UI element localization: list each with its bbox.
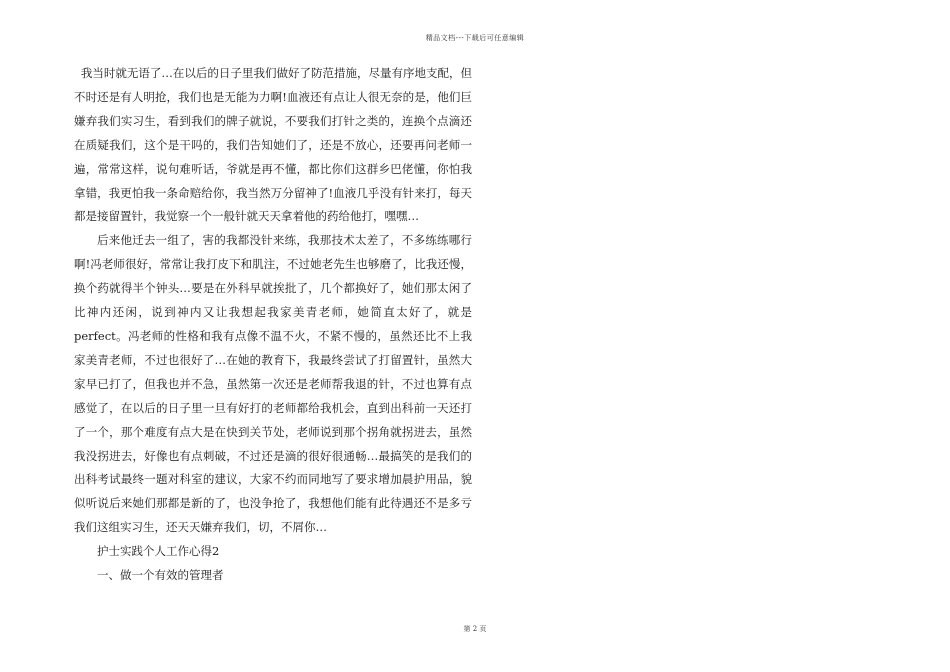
body-paragraph-1: 我当时就无语了…在以后的日子里我们做好了防范措施，尽量有序地支配，但不时还是有人明抢，我们也是无能为力啊!血液还有点让人很无奈的是，他们巨嫌弃我们实习生，看到我们的牌子就说，不要我们打针之类的，连换个点滴还在质疑我们，这个是干吗的，我们告知她们了，还是不放心，还要再问老师一遍，常常这样，说句难听话，爷就是再不懂，都比你们这群乡巴佬懂，你怕我拿错，我更怕我一条命赔给你，我当然万分留神了!血液几乎没有针来打，每天都是接留置针，我觉察一个一般针就天天拿着他的药给他打，嘿嘿… [74,66,472,224]
page-number: 第 2 页 [463,625,487,633]
section-title: 护士实践个人工作心得2 [97,544,220,559]
body-paragraph-2: 后来他迁去一组了，害的我都没针来练，我那技术太差了，不多练练哪行啊!冯老师很好，常常让我打皮下和肌注，不过她老先生也够磨了，比我还慢，换个药就得半个钟头…要是在外科早就挨批了，几个都换好了，她们那太闲了比神内还闲，说到神内又让我想起我家美青老师，她简直太好了，就是perfect。冯老师的性格和我有点像不温不火，不紧不慢的，虽然还比不上我家美青老师，不过也很好了…在她的教育下，我最终尝试了打留置针，虽然大家早已打了，但我也并不急，虽然第一次还是老师帮我退的针，不过也算有点感觉了，在以后的日子里一旦有好打的老师都给我机会，直到出科前一天还打了一个，那个难度有点大是在快到关节处，老师说到那个拐角就拐进去，虽然我没拐进去，好像也有点刺破，不过还是滴的很好很通畅…最搞笑的是我们的出科考试最终一题对科室的建议，大家不约而同地写了要求增加晨护用品，貌似听说后来她们那都是新的了，也没争抢了，我想他们能有此待遇还不是多亏我们这组实习生，还天天嫌弃我们，切，不屑你… [74,233,472,535]
page-header: 精品文档---下载后可任意编辑 [425,34,525,42]
document-body [74,62,472,588]
subsection-title: 一、做一个有效的管理者 [97,568,224,583]
